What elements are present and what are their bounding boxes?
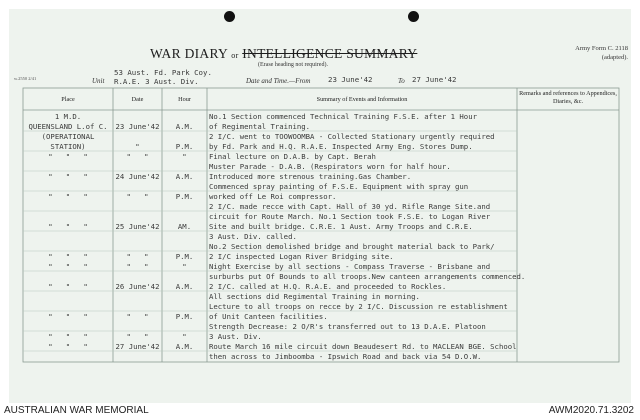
entry-summary: Site and built bridge. C.R.E. 1 Aust. Army Troops and C.R.E. <box>209 222 473 231</box>
entry-hour: A.M. <box>175 122 194 131</box>
entry-summary: Route March 16 mile circuit down Beaudesert Rd. to MACLEAN BGE. School <box>209 342 517 351</box>
entry-summary: All sections did Regimental Training in morning. <box>209 292 420 301</box>
entry-date: 26 June'42 <box>115 282 160 291</box>
entry-date: " " <box>126 192 149 201</box>
entry-summary: circuit for Route March. No.1 Section took F.S.E. to Logan River <box>209 212 491 221</box>
column-header-hour: Hour <box>178 96 191 103</box>
entry-hour: AM. <box>177 222 192 231</box>
print-code: w.2550 2/41 <box>14 76 37 81</box>
column-header-summary: Summary of Events and Information <box>316 96 408 103</box>
entry-place: " " " <box>48 192 88 201</box>
title-war-diary: WAR DIARY <box>150 46 228 61</box>
entry-date: " " <box>126 332 149 341</box>
column-header-date: Date <box>131 96 144 103</box>
entry-hour: P.M. <box>175 252 194 261</box>
entry-date: " " <box>126 262 149 271</box>
entry-summary: by Fd. Park and H.Q. R.A.E. Inspected Army Eng. Stores Dump. <box>209 142 473 151</box>
entry-summary: of Unit Canteen facilities. <box>209 312 328 321</box>
entry-place: " " " <box>48 252 88 261</box>
column-header-remarks: Remarks and references to Appendices, Diaries, &c. <box>519 90 617 105</box>
entry-hour: P.M. <box>175 142 194 151</box>
entry-summary: worked off Le Roi compressor. <box>209 192 337 201</box>
entry-place: " " " <box>48 262 88 271</box>
entry-place: QUEENSLAND L.of C. <box>28 122 108 131</box>
date-from-label: Date and Time.—From <box>246 77 311 85</box>
entry-summary: 2 I/C. called at H.Q. R.A.E. and proceeded to Rockles. <box>209 282 447 291</box>
column-header-place: Place <box>61 96 75 103</box>
entry-hour: P.M. <box>175 192 194 201</box>
entry-date: " " <box>126 252 149 261</box>
entry-summary: 2 I/C inspected Logan River Bridging site. <box>209 252 394 261</box>
entry-summary: Introduced more strenous training.Gas Chamber. <box>209 172 412 181</box>
entry-date: 24 June'42 <box>115 172 160 181</box>
entry-place: STATION) <box>50 142 86 151</box>
entry-place: " " " <box>48 222 88 231</box>
entry-summary: 3 Aust. Div. <box>209 332 262 341</box>
entry-date: " " <box>126 152 149 161</box>
entry-summary: No.2 Section demolished bridge and brought material back to Park/ <box>209 242 495 251</box>
entry-hour: P.M. <box>175 312 194 321</box>
entry-hour: " <box>182 152 187 161</box>
form-reference-number: Army Form C. 2118 <box>575 45 628 52</box>
entry-place: " " " <box>48 282 88 291</box>
entry-summary: Commenced spray painting of F.S.E. Equipment with spray gun <box>209 182 469 191</box>
form-reference-sub: (adapted). <box>601 54 628 61</box>
entry-hour: " <box>182 332 187 341</box>
entry-summary: Lecture to all troops on recce by 2 I/C. Discussion re establishment <box>209 302 508 311</box>
entry-summary: Strength Decrease: 2 O/R's transferred out to 13 D.A.E. Platoon <box>209 322 486 331</box>
entry-summary: of Regimental Training. <box>209 122 311 131</box>
entry-summary: 3 Aust. Div. called. <box>209 232 297 241</box>
entry-summary: 2 I/C. made recce with Capt. Hall of 30 yd. Rifle Range Site.and <box>209 202 491 211</box>
entry-date: " <box>135 142 140 151</box>
entry-summary: Muster Parade - D.A.B. (Respirators worn for half hour. <box>209 162 451 171</box>
archive-credit: AUSTRALIAN WAR MEMORIAL <box>4 405 149 416</box>
entry-summary: 2 I/C. went to TOOWOOMBA - Collected Stationary urgently required <box>209 132 495 141</box>
entry-summary: Night Exercise by all sections - Compass Traverse - Brisbane and <box>209 262 491 271</box>
entry-place: " " " <box>48 332 88 341</box>
unit-name: 53 Aust. Fd. Park Coy. <box>114 68 212 77</box>
date-to-label: To <box>398 77 405 85</box>
heading-note: (Erase heading not required). <box>258 62 328 68</box>
entry-place: " " " <box>48 342 88 351</box>
entry-summary: then across to Jimboomba - Ipswich Road and back via 54 D.O.W. <box>209 352 482 361</box>
entry-date: 23 June'42 <box>115 122 160 131</box>
date-to: 27 June'42 <box>412 75 457 84</box>
entry-place: (OPERATIONAL <box>41 132 95 141</box>
entry-hour: A.M. <box>175 282 194 291</box>
entry-hour: " <box>182 262 187 271</box>
entry-summary: No.1 Section commenced Technical Training F.S.E. after 1 Hour <box>209 112 477 121</box>
entry-place: " " " <box>48 172 88 181</box>
entry-place: " " " <box>48 312 88 321</box>
entry-date: 25 June'42 <box>115 222 160 231</box>
unit-formation: R.A.E. 3 Aust. Div. <box>114 77 199 86</box>
entry-summary: surburbs put Of Bounds to all troops.New canteen arrangements commenced. <box>209 272 526 281</box>
title-or: or <box>231 51 239 60</box>
archive-reference: AWM2020.71.3202 <box>548 405 634 416</box>
entry-date: " " <box>126 312 149 321</box>
entry-summary: Final lecture on D.A.B. by Capt. Berah <box>209 152 376 161</box>
date-from: 23 June'42 <box>328 75 373 84</box>
entry-place: " " " <box>48 152 88 161</box>
entry-hour: A.M. <box>175 342 194 351</box>
title-intelligence-summary: INTELLIGENCE SUMMARY <box>242 46 418 61</box>
entry-place: 1 M.D. <box>54 112 82 121</box>
unit-label: Unit <box>92 77 105 85</box>
entry-hour: A.M. <box>175 172 194 181</box>
entry-date: 27 June'42 <box>115 342 160 351</box>
